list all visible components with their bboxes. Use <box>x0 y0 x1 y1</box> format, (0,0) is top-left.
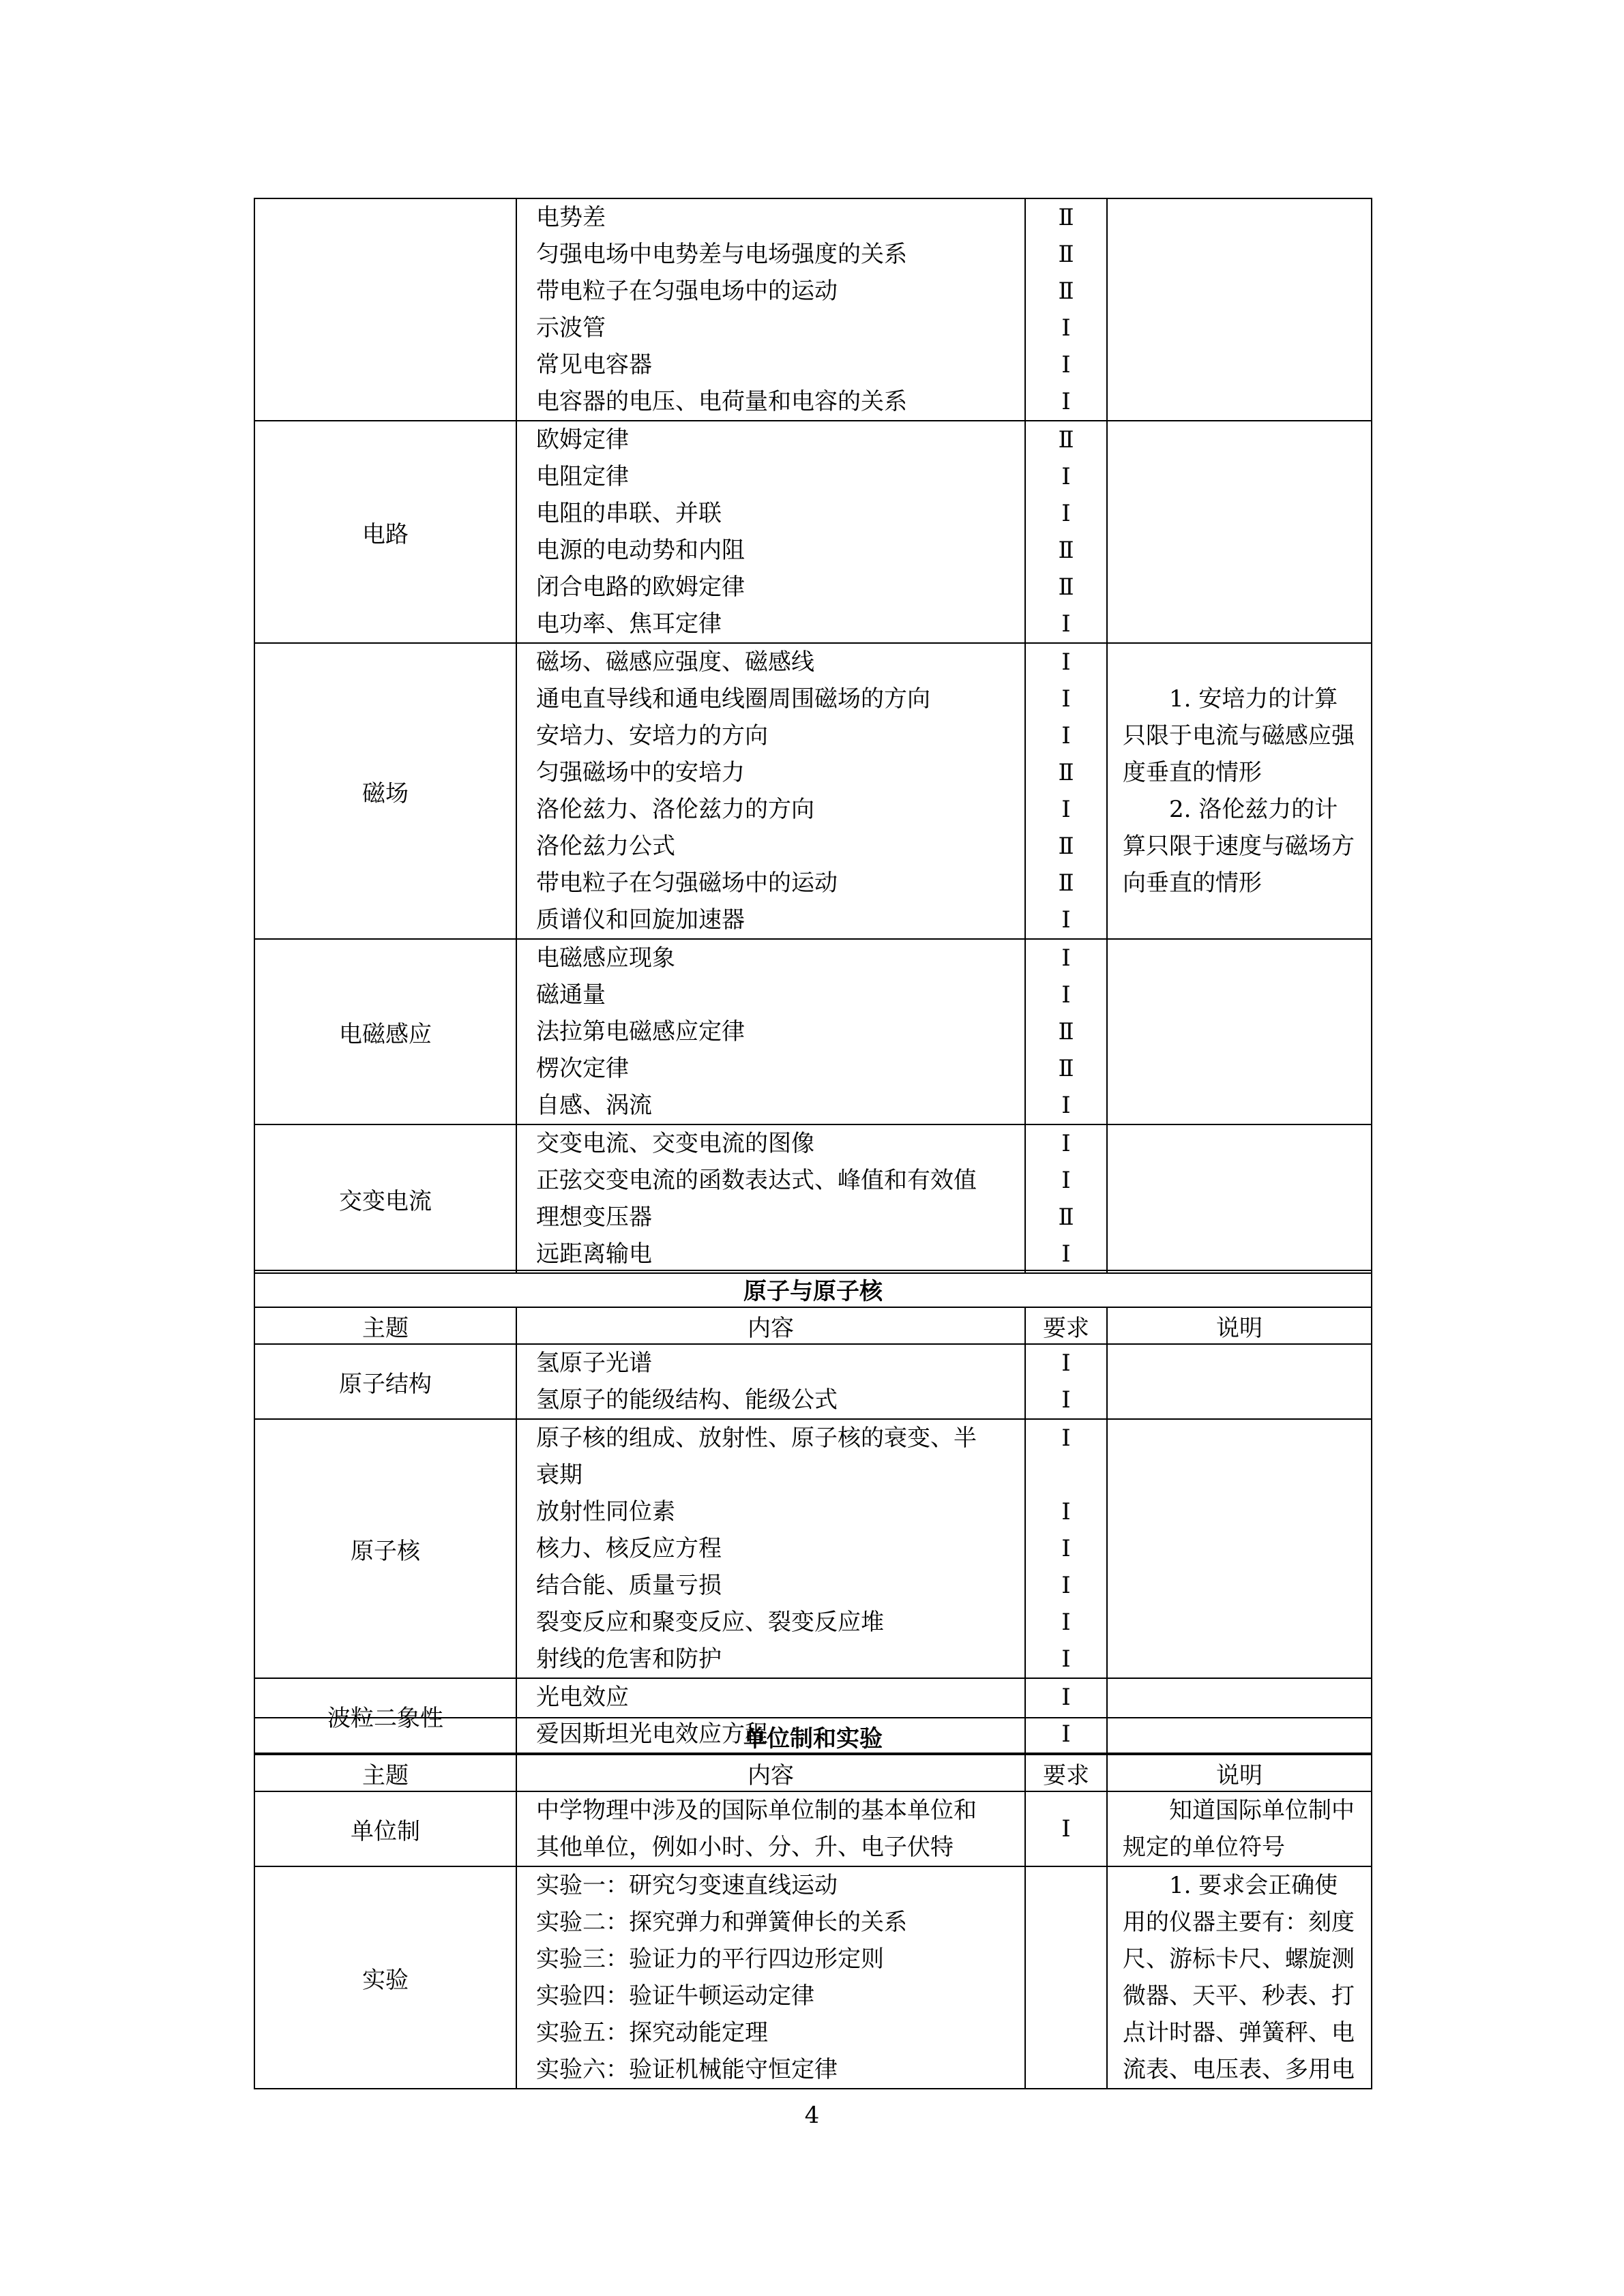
table-row <box>254 1419 1372 1678</box>
note-cell <box>1107 643 1372 939</box>
content-cell <box>516 939 1025 1124</box>
requirement-level: Ⅱ <box>1058 833 1074 860</box>
content-line: 闭合电路的欧姆定律 <box>536 573 745 601</box>
content-line: 交变电流、交变电流的图像 <box>536 1130 814 1157</box>
content-line: 裂变反应和聚变反应、裂变反应堆 <box>536 1609 884 1636</box>
content-line: 电势差 <box>536 204 606 231</box>
table-row <box>254 1344 1372 1419</box>
content-line: 自感、涡流 <box>536 1092 652 1119</box>
table-row <box>254 643 1372 939</box>
requirements-table-electricity <box>254 198 1372 1274</box>
note-cell <box>1107 421 1372 643</box>
table-row <box>254 421 1372 643</box>
requirement-level: Ⅰ <box>1061 1645 1071 1673</box>
content-line: 电容器的电压、电荷量和电容的关系 <box>536 388 907 415</box>
topic-cell: 单位制 <box>254 1791 516 1866</box>
content-line: 示波管 <box>536 314 606 342</box>
table-row <box>254 1124 1372 1273</box>
header-topic: 主题 <box>254 1755 516 1791</box>
requirement-level: Ⅰ <box>1061 1092 1071 1119</box>
requirement-cell <box>1025 1344 1107 1419</box>
header-note: 说明 <box>1107 1755 1372 1791</box>
content-line: 安培力、安培力的方向 <box>536 722 768 749</box>
content-line: 实验二：探究弹力和弹簧伸长的关系 <box>536 1909 907 1936</box>
requirement-level: Ⅱ <box>1058 204 1074 231</box>
content-cell <box>516 1344 1025 1419</box>
content-line: 带电粒子在匀强磁场中的运动 <box>536 869 838 897</box>
requirement-level: Ⅰ <box>1061 1684 1071 1711</box>
content-line: 正弦交变电流的函数表达式、峰值和有效值 <box>536 1167 977 1194</box>
requirement-level: Ⅱ <box>1058 759 1074 786</box>
content-cell <box>516 198 1025 421</box>
content-line: 衰期 <box>536 1461 582 1489</box>
content-line: 电阻定律 <box>536 463 629 490</box>
requirement-level: Ⅰ <box>1061 314 1071 342</box>
content-line: 实验六：验证机械能守恒定律 <box>536 2056 838 2083</box>
content-line: 放射性同位素 <box>536 1498 675 1525</box>
requirement-level: Ⅰ <box>1061 351 1071 378</box>
requirement-level <box>1026 1457 1106 1493</box>
note-text: 1. 要求会正确使用的仪器主要有：刻度尺、游标卡尺、螺旋测微器、天平、秒表、打点计时器、弹簧秤、电流表、电压表、多用电 <box>1123 1872 1355 2083</box>
requirement-level: Ⅱ <box>1058 1018 1074 1045</box>
content-cell <box>516 421 1025 643</box>
requirement-cell <box>1025 643 1107 939</box>
content-line: 楞次定律 <box>536 1055 629 1082</box>
content-line: 中学物理中涉及的国际单位制的基本单位和 <box>536 1797 977 1824</box>
table-row <box>254 198 1372 421</box>
requirement-level: Ⅰ <box>1061 981 1071 1009</box>
content-cell <box>516 1791 1025 1866</box>
requirement-cell <box>1025 1866 1107 2089</box>
content-line: 结合能、质量亏损 <box>536 1572 722 1599</box>
note-cell <box>1107 1419 1372 1678</box>
requirement-level: Ⅰ <box>1061 1167 1071 1194</box>
requirements-table-units-experiments <box>254 1717 1372 2089</box>
requirement-level: Ⅰ <box>1061 685 1071 713</box>
note-cell <box>1107 939 1372 1124</box>
content-line: 氢原子光谱 <box>536 1350 652 1377</box>
header-requirement: 要求 <box>1025 1307 1107 1344</box>
note-text: 2. 洛伦兹力的计算只限于速度与磁场方向垂直的情形 <box>1123 796 1355 897</box>
requirement-level: Ⅰ <box>1061 1609 1071 1636</box>
content-line: 质谱仪和回旋加速器 <box>536 906 745 934</box>
section-title: 单位制和实验 <box>254 1718 1372 1755</box>
requirement-level: Ⅰ <box>1061 1498 1071 1525</box>
requirement-level: Ⅰ <box>1061 1720 1071 1748</box>
content-line: 电功率、焦耳定律 <box>536 610 722 638</box>
content-line: 匀强电场中电势差与电场强度的关系 <box>536 241 907 268</box>
requirement-level: Ⅱ <box>1058 573 1074 601</box>
table-row <box>254 1866 1372 2089</box>
note-cell <box>1107 1866 1372 2089</box>
topic-cell: 波粒二象性 <box>254 1678 516 1753</box>
content-line: 电阻的串联、并联 <box>536 500 722 527</box>
content-line: 匀强磁场中的安培力 <box>536 759 745 786</box>
header-content: 内容 <box>516 1755 1025 1791</box>
content-line: 电源的电动势和内阻 <box>536 537 745 564</box>
content-line: 爱因斯坦光电效应方程 <box>536 1720 768 1748</box>
requirement-cell <box>1025 1124 1107 1273</box>
content-line: 射线的危害和防护 <box>536 1645 722 1673</box>
content-line: 法拉第电磁感应定律 <box>536 1018 745 1045</box>
content-line: 常见电容器 <box>536 351 652 378</box>
content-line: 原子核的组成、放射性、原子核的衰变、半 <box>536 1425 977 1452</box>
content-line: 洛伦兹力、洛伦兹力的方向 <box>536 796 814 823</box>
topic-cell: 交变电流 <box>254 1124 516 1273</box>
note-cell <box>1107 1124 1372 1273</box>
content-line: 电磁感应现象 <box>536 944 675 972</box>
content-line: 磁通量 <box>536 981 606 1009</box>
requirement-level: Ⅰ <box>1061 1240 1071 1268</box>
content-line: 其他单位，例如小时、分、升、电子伏特 <box>536 1834 954 1861</box>
requirement-level: Ⅰ <box>1061 906 1071 934</box>
content-line: 通电直导线和通电线圈周围磁场的方向 <box>536 685 930 713</box>
content-line: 实验三：验证力的平行四边形定则 <box>536 1945 884 1973</box>
content-cell <box>516 1124 1025 1273</box>
requirement-level: Ⅰ <box>1061 610 1071 638</box>
requirement-level: Ⅰ <box>1061 388 1071 415</box>
requirement-level: Ⅱ <box>1058 1204 1074 1231</box>
content-line: 欧姆定律 <box>536 426 629 453</box>
requirement-level: Ⅱ <box>1058 869 1074 897</box>
content-line: 带电粒子在匀强电场中的运动 <box>536 278 838 305</box>
content-cell <box>516 643 1025 939</box>
requirement-level: Ⅰ <box>1061 944 1071 972</box>
requirement-level: Ⅱ <box>1058 537 1074 564</box>
requirement-level: Ⅱ <box>1058 241 1074 268</box>
topic-cell: 原子核 <box>254 1419 516 1678</box>
requirement-level: Ⅰ <box>1061 648 1071 676</box>
requirement-cell <box>1025 939 1107 1124</box>
content-line: 实验五：探究动能定理 <box>536 2019 768 2046</box>
table-row <box>254 1791 1372 1866</box>
requirement-level: Ⅰ <box>1061 722 1071 749</box>
requirement-level: Ⅰ <box>1061 1386 1071 1414</box>
header-topic: 主题 <box>254 1307 516 1344</box>
section-title: 原子与原子核 <box>254 1270 1372 1307</box>
topic-cell <box>254 198 516 421</box>
header-note: 说明 <box>1107 1307 1372 1344</box>
note-text: 1. 安培力的计算只限于电流与磁感应强度垂直的情形 <box>1123 685 1355 786</box>
requirements-table-atomic <box>254 1270 1372 1754</box>
content-line: 光电效应 <box>536 1684 629 1711</box>
content-line: 核力、核反应方程 <box>536 1535 722 1562</box>
header-requirement: 要求 <box>1025 1755 1107 1791</box>
topic-cell: 电路 <box>254 421 516 643</box>
topic-cell: 实验 <box>254 1866 516 2089</box>
page-number: 4 <box>804 2102 820 2129</box>
note-cell <box>1107 1791 1372 1866</box>
topic-cell: 电磁感应 <box>254 939 516 1124</box>
header-content: 内容 <box>516 1307 1025 1344</box>
requirement-level: Ⅱ <box>1058 278 1074 305</box>
note-cell <box>1107 1344 1372 1419</box>
note-text: 知道国际单位制中规定的单位符号 <box>1123 1797 1355 1861</box>
content-cell <box>516 1866 1025 2089</box>
requirement-level: Ⅰ <box>1061 1535 1071 1562</box>
content-cell <box>516 1419 1025 1678</box>
requirement-level: Ⅰ <box>1061 1425 1071 1452</box>
table-row <box>254 939 1372 1124</box>
requirement-level: Ⅰ <box>1061 500 1071 527</box>
requirement-level: Ⅱ <box>1058 426 1074 453</box>
requirement-cell <box>1025 198 1107 421</box>
content-line: 理想变压器 <box>536 1204 652 1231</box>
requirement-level: Ⅰ <box>1061 1572 1071 1599</box>
content-line: 实验四：验证牛顿运动定律 <box>536 1982 814 2010</box>
content-line: 洛伦兹力公式 <box>536 833 675 860</box>
requirement-level: Ⅰ <box>1061 1350 1071 1377</box>
content-line: 磁场、磁感应强度、磁感线 <box>536 648 814 676</box>
note-cell <box>1107 198 1372 421</box>
requirement-level: Ⅰ <box>1061 1130 1071 1157</box>
content-line: 实验一：研究匀变速直线运动 <box>536 1872 838 1899</box>
content-line: 氢原子的能级结构、能级公式 <box>536 1386 838 1414</box>
requirement-cell <box>1025 1419 1107 1678</box>
requirement-cell <box>1025 421 1107 643</box>
requirement-level: Ⅰ <box>1061 463 1071 490</box>
requirement-level: Ⅱ <box>1058 1055 1074 1082</box>
topic-cell: 磁场 <box>254 643 516 939</box>
topic-cell: 原子结构 <box>254 1344 516 1419</box>
content-line: 远距离输电 <box>536 1240 652 1268</box>
requirement-cell: Ⅰ <box>1025 1791 1107 1866</box>
requirement-level: Ⅰ <box>1061 796 1071 823</box>
